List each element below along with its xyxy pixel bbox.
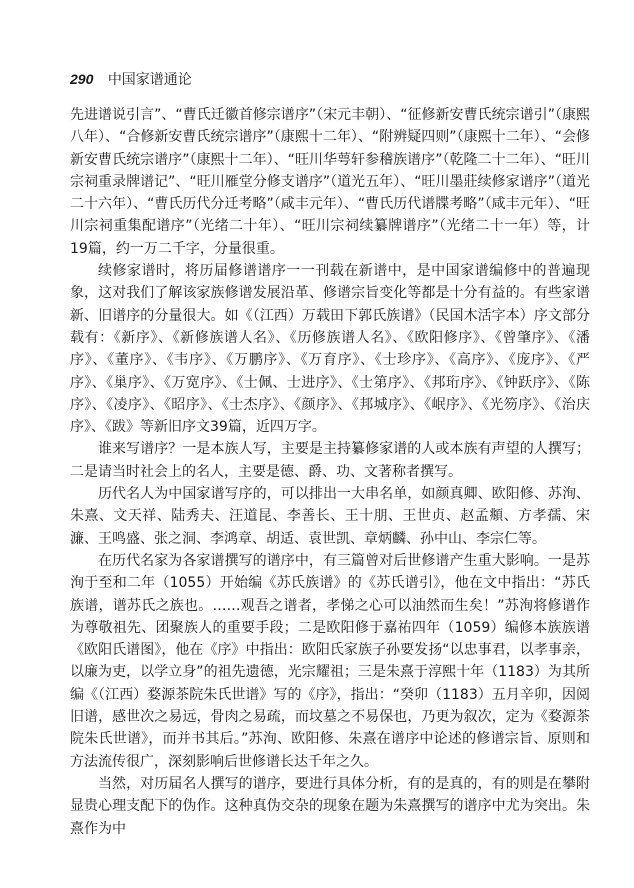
book-title: 中国家谱通论 [107,72,192,88]
paragraph: 续修家谱时，将历届修谱谱序一一刊载在新谱中，是中国家谱编修中的普遍现象，这对我们了解该家族修谱发展沿革、修谱宗旨变化等都是十分有益的。有些家谱新、旧谱序的分量很大。如《（江西）万载田下郭氏族谱》（民国木活字本）序文部分载有：《新序》、《新修族谱人名》、《历修族谱人名》、《欧阳修序》、《曾肇序》、《潘序》、《董序》、《韦序》、《万鹏序》、《万育序》、《士珍序》、《高序》、《庞序》、《严序》、《巢序》、《万宽序》、《士佩、士进序》、《士第序》、《邦珩序》、《钟跃序》、《陈序》、《凌序》、《昭序》、《士杰序》、《颜序》、《邦城序》、《岷序》、《光笏序》、《治庆序》、《跋》等新旧序文39篇，近四万字。 [70,263,590,436]
paragraph: 当然，对历届名人撰写的谱序，要进行具体分析，有的是真的，有的则是在攀附显贵心理支配下的伪作。这种真伪交杂的现象在题为朱熹撰写的谱序中尤为突出。朱熹作为中 [70,775,590,837]
paragraph-continued: 先进谱说引言”、“曹氏迁徽首修宗谱序”（宋元丰朝）、“征修新安曹氏统宗谱引”（康熙八年）、“合修新安曹氏统宗谱序”（康熙十二年）、“附辨疑四则”（康熙十二年）、“会修新安曹氏统宗谱序”（康熙十二年）、“旺川华萼轩参稽族谱序”（乾隆二十二年）、“旺川宗祠重录牌谱记”、“旺川雁堂分修支谱序”（道光五年）、“旺川墨莊续修家谱序”（道光二十六年）、“曹氏历代分迁考略”（咸丰元年）、“曹氏历代谱牒考略”（咸丰元年）、“旺川宗祠重集配谱序”（光绪二十年）、“旺川宗祠续纂牌谱序”（光绪二十一年）等，计19篇，约一万二千字，分量很重。 [70,107,590,257]
running-header [70,70,192,89]
paragraph: 历代名人为中国家谱写序的，可以排出一大串名单，如颜真卿、欧阳修、苏洵、朱熹、文天祥、陆秀夫、汪道昆、李善长、王十朋、王世贞、赵孟頫、方孝孺、宋濂、王鸣盛、张之洞、李鸿章、胡适、袁世凯、章炳麟、孙中山、李宗仁等。 [70,486,590,547]
page-body [70,104,590,840]
paragraph: 在历代名家为各家谱撰写的谱序中，有三篇曾对后世修谱产生重大影响。一是苏洵于至和二年（1055）开始编《苏氏族谱》的《苏氏谱引》，他在文中指出：“苏氏族谱，谱苏氏之族也。……观吾之谱者，孝悌之心可以油然而生矣！”苏洵将修谱作为尊敬祖先、团聚族人的重要手段；二是欧阳修于嘉祐四年（1059）编修本族族谱《欧阳氏谱图》，他在《序》中指出：欧阳氏家族子孙要发扬“以忠事君，以孝事亲，以廉为吏，以学立身”的祖先遗德，光宗耀祖；三是朱熹于淳熙十年（1183）为其所编《（江西）婺源茶院朱氏世谱》写的《序》，指出：“癸卯（1183）五月辛卯，因阅旧谱，感世次之易远，骨肉之易疏，而坟墓之不易保也，乃更为叙次，定为《婺源茶院朱氏世谱》，而并书其后。”苏洵、欧阳修、朱熹在谱序中论述的修谱宗旨、原则和方法流传很广，深刻影响后世修谱长达千年之久。 [70,552,590,770]
paragraph: 谁来写谱序？一是本族人写，主要是主持纂修家谱的人或本族有声望的人撰写；二是请当时社会上的名人，主要是德、爵、功、文著称者撰写。 [70,441,590,480]
page-number: 290 [70,71,94,87]
